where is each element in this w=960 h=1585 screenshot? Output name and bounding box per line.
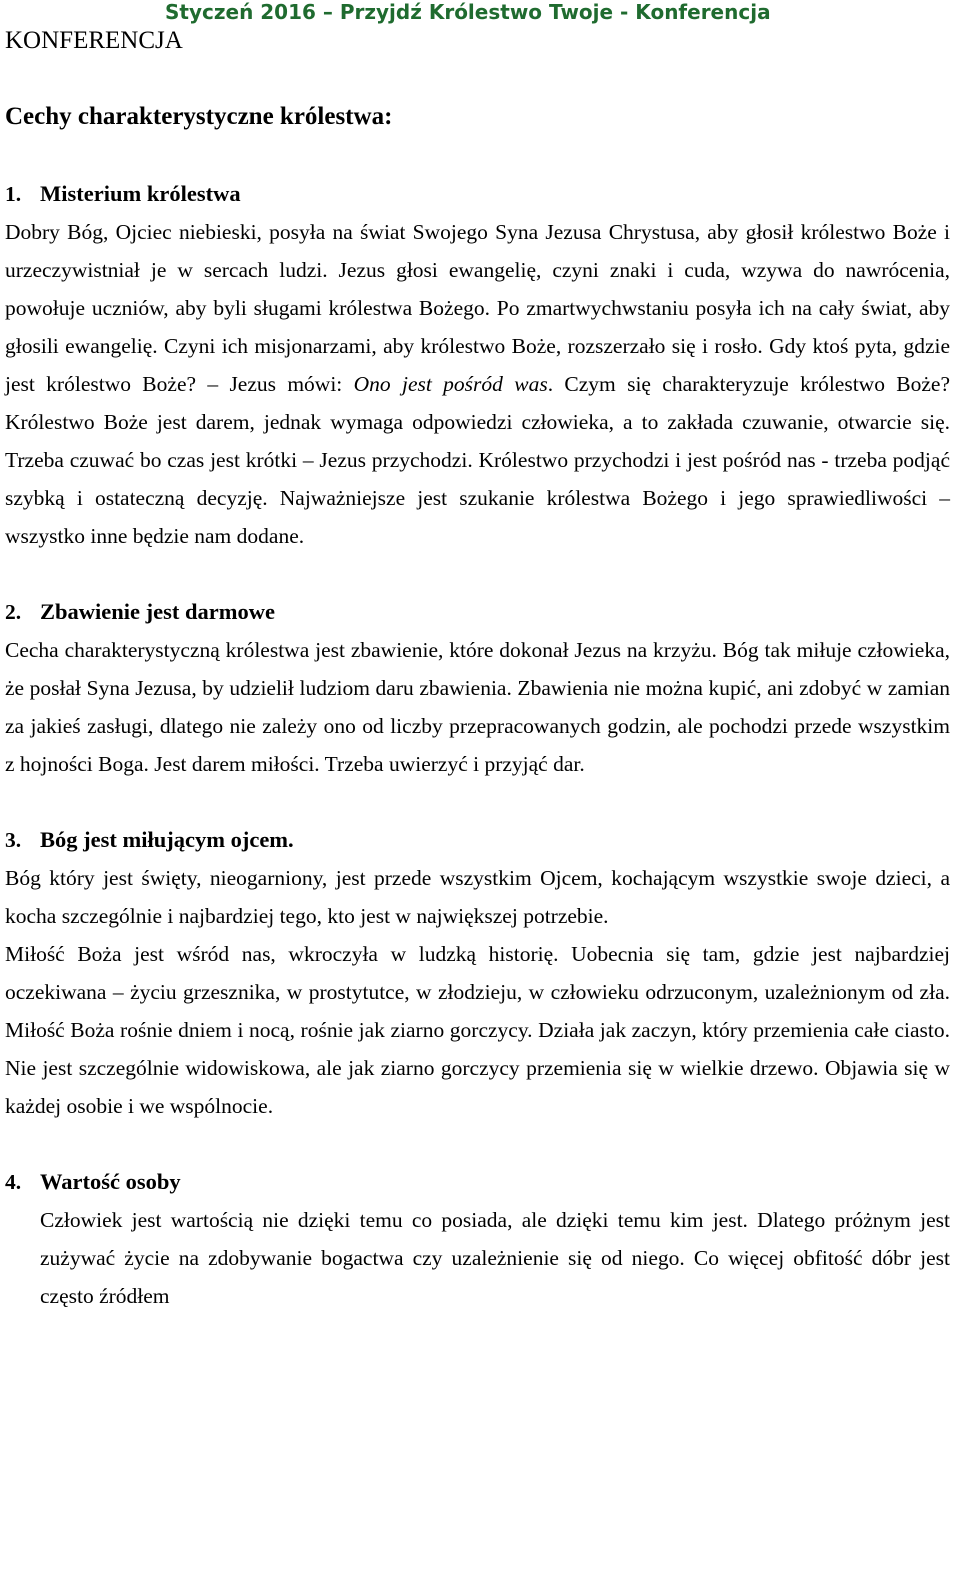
emphasized-quote: Ono jest pośród was <box>353 372 548 396</box>
section-paragraph: Bóg który jest święty, nieogarniony, jest przede wszystkim Ojcem, kochającym wszystkie swoje dzieci, a kocha szczególnie i najbardziej tego, kto jest w największej potrzebie. <box>5 866 950 928</box>
section-heading <box>5 821 950 859</box>
section-heading <box>5 1163 950 1201</box>
section-heading <box>5 175 950 213</box>
section-free-salvation <box>5 593 950 783</box>
document-title: KONFERENCJA <box>5 27 183 54</box>
section-loving-father <box>5 821 950 1125</box>
section-title: Zbawienie jest darmowe <box>40 599 275 624</box>
paragraph-text: . Czym się charakteryzuje królestwo Boże? Królestwo Boże jest darem, jednak wymaga odpowiedzi człowieka, a to zakłada czuwanie, otwarcie się. Trzeba czuwać bo czas jest krótki – Jezus przychodzi. Królestwo przychodzi i jest pośród nas - trzeba podjąć szybką i ostateczną decyzję. Najważniejsze jest szukanie królestwa Bożego i jego sprawiedliwości – wszystko inne będzie nam dodane. <box>5 372 951 548</box>
section-title: Wartość osoby <box>40 1169 181 1194</box>
section-mystery-of-kingdom <box>5 175 950 555</box>
section-number: 3. <box>5 828 22 852</box>
section-paragraph <box>5 213 950 555</box>
section-number: 1. <box>5 182 22 206</box>
running-header: Styczeń 2016 – Przyjdź Królestwo Twoje - Konferencja <box>165 0 771 24</box>
section-number: 4. <box>5 1170 22 1194</box>
document-body <box>5 175 950 1353</box>
section-title: Bóg jest miłującym ojcem. <box>40 827 294 852</box>
paragraph-text: Dobry Bóg, Ojciec niebieski, posyła na świat Swojego Syna Jezusa Chrystusa, aby głosił królestwo Boże i urzeczywistniał je w sercach ludzi. Jezus głosi ewangelię, czyni znaki i cuda, wzywa do nawrócenia, powołuje uczniów, aby byli sługami królestwa Bożego. Po zmartwychwstaniu posyła ich na cały świat, aby głosili ewangelię. Czyni ich misjonarzami, aby królestwo Boże, rozszerzało się i rosło. Gdy ktoś pyta, gdzie jest królestwo Boże? – Jezus mówi: <box>5 220 950 396</box>
section-paragraph: Miłość Boża jest wśród nas, wkroczyła w ludzką historię. Uobecnia się tam, gdzie jest najbardziej oczekiwana – życiu grzesznika, w prostytutce, w złodzieju, w człowieku odrzuconym, uzależnionym od zła. Miłość Boża rośnie dniem i nocą, rośnie jak ziarno gorczycy. Działa jak zaczyn, który przemienia całe ciasto. Nie jest szczególnie widowiskowa, ale jak ziarno gorczycy przemienia się w wielkie drzewo. Objawia się w każdej osobie i we wspólnocie. <box>5 942 950 1118</box>
section-heading <box>5 593 950 631</box>
document-subtitle: Cechy charakterystyczne królestwa: <box>5 103 393 130</box>
section-value-of-person <box>5 1163 950 1315</box>
section-number: 2. <box>5 600 22 624</box>
section-title: Misterium królestwa <box>40 181 241 206</box>
section-paragraph: Cecha charakterystyczną królestwa jest zbawienie, które dokonał Jezus na krzyżu. Bóg tak miłuje człowieka, że posłał Syna Jezusa, by udzielił ludziom daru zbawienia. Zbawienia nie można kupić, ani zdobyć w zamian za jakieś zasługi, dlatego nie zależy ono od liczby przepracowanych godzin, ale pochodzi przede wszystkim z hojności Boga. Jest darem miłości. Trzeba uwierzyć i przyjąć dar. <box>5 638 950 776</box>
section-paragraph: Człowiek jest wartością nie dzięki temu co posiada, ale dzięki temu kim jest. Dlatego próżnym jest zużywać życie na zdobywanie bogactwa czy uzależnienie się od niego. Co więcej obfitość dóbr jest często źródłem <box>40 1208 950 1308</box>
